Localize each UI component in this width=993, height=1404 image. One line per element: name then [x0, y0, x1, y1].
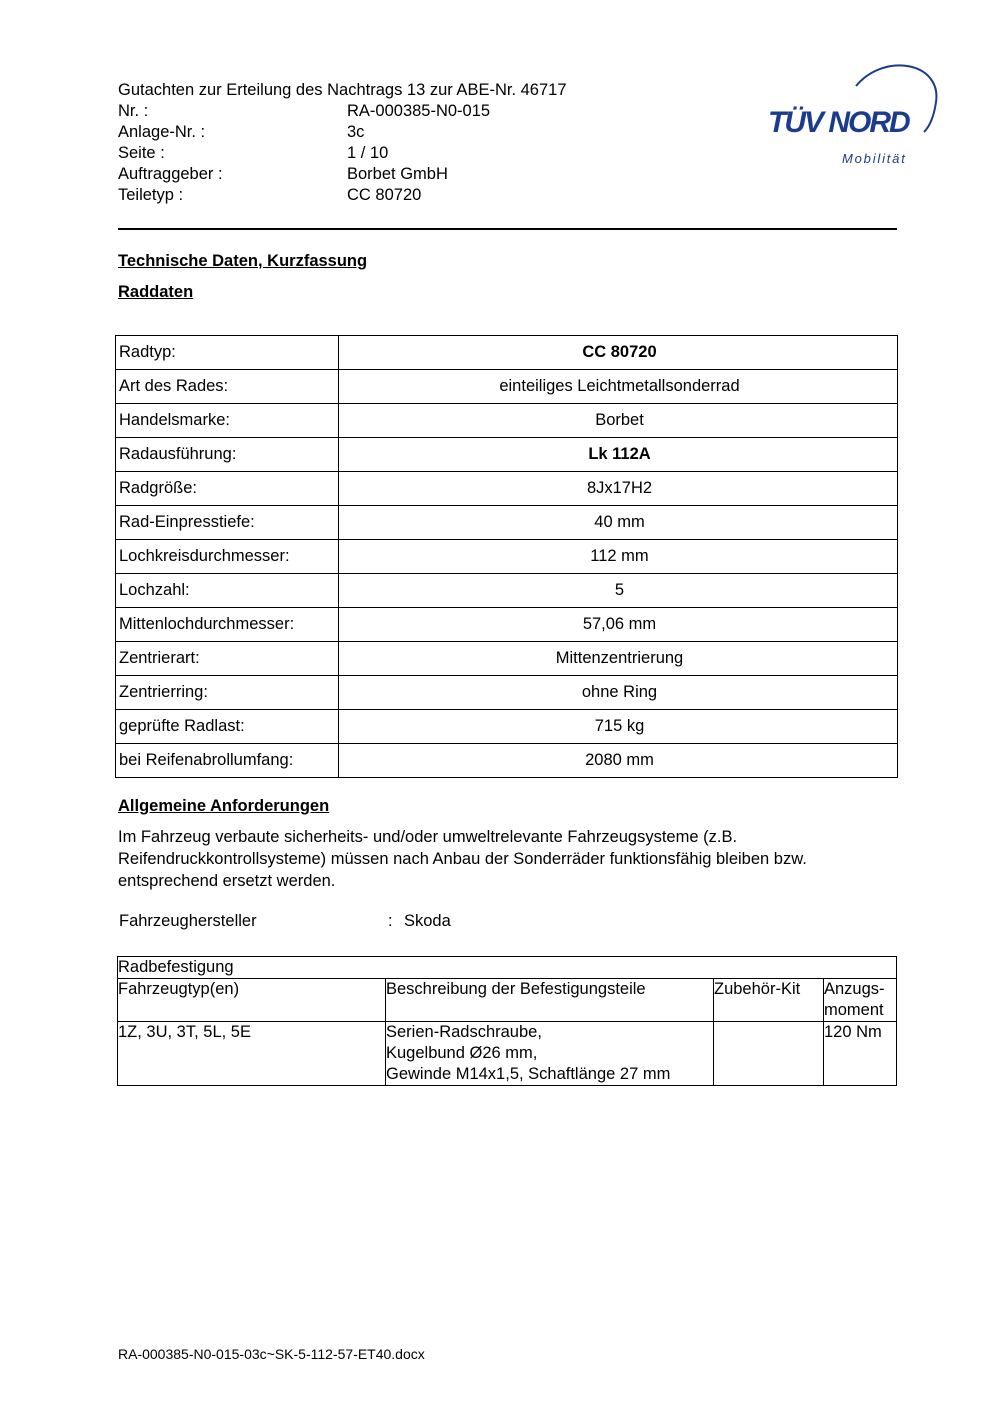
- allgemein-title: Allgemeine Anforderungen: [118, 797, 330, 815]
- header-row-value: RA-000385-N0-015: [347, 102, 491, 120]
- beschreibung-line: Serien-Radschraube,: [386, 1023, 542, 1041]
- raddaten-value: CC 80720: [339, 336, 898, 370]
- header-row-value: CC 80720: [347, 186, 422, 204]
- header-row-label: Anlage-Nr. :: [118, 123, 206, 141]
- section-title: Technische Daten, Kurzfassung: [118, 252, 368, 270]
- raddaten-title: Raddaten: [118, 283, 194, 301]
- header-row-label: Seite :: [118, 144, 165, 162]
- raddaten-value: Lk 112A: [339, 438, 898, 472]
- header-row-value: 1 / 10: [347, 144, 389, 162]
- raddaten-value: 57,06 mm: [339, 608, 898, 642]
- raddaten-label: Handelsmarke:: [116, 404, 339, 438]
- raddaten-value: Borbet: [339, 404, 898, 438]
- befestigung-header-row: [118, 979, 897, 1022]
- raddaten-table: [115, 335, 898, 778]
- maker-separator: :: [388, 912, 393, 930]
- header-row: [118, 143, 567, 164]
- header-row-label: Nr. :: [118, 102, 149, 120]
- tuev-nord-logo: [764, 58, 944, 170]
- befestigung-beschreibung: [386, 1022, 714, 1086]
- raddaten-value: 8Jx17H2: [339, 472, 898, 506]
- raddaten-value: Mittenzentrierung: [339, 642, 898, 676]
- col-header-kit: Zubehör-Kit: [714, 979, 824, 1022]
- befestigung-table: [117, 956, 897, 1086]
- raddaten-row: [116, 608, 898, 642]
- raddaten-row: [116, 336, 898, 370]
- befestigung-moment: 120 Nm: [824, 1022, 897, 1086]
- raddaten-label: Lochzahl:: [116, 574, 339, 608]
- raddaten-value: 2080 mm: [339, 744, 898, 778]
- raddaten-row: [116, 642, 898, 676]
- raddaten-label: Art des Rades:: [116, 370, 339, 404]
- raddaten-label: Radausführung:: [116, 438, 339, 472]
- raddaten-label: geprüfte Radlast:: [116, 710, 339, 744]
- raddaten-row: [116, 574, 898, 608]
- raddaten-label: Zentrierring:: [116, 676, 339, 710]
- col-header-typ: Fahrzeugtyp(en): [118, 979, 386, 1022]
- befestigung-kit: [714, 1022, 824, 1086]
- beschreibung-line: Kugelbund Ø26 mm,: [386, 1044, 538, 1062]
- raddaten-value: 715 kg: [339, 710, 898, 744]
- raddaten-value: ohne Ring: [339, 676, 898, 710]
- raddaten-row: [116, 710, 898, 744]
- raddaten-row: [116, 540, 898, 574]
- raddaten-label: Zentrierart:: [116, 642, 339, 676]
- befestigung-row: [118, 1022, 897, 1086]
- logo-brand: TÜV NORD: [768, 106, 909, 139]
- allgemein-text: Im Fahrzeug verbaute sicherheits- und/oder umweltrelevante Fahrzeugsysteme (z.B. Reifendruckkontrollsysteme) müssen nach Anbau der Sonderräder funktionsfähig bleiben bzw. entsprechend ersetzt werden.: [118, 828, 807, 890]
- col-header-beschreibung: Beschreibung der Befestigungsteile: [386, 979, 714, 1022]
- beschreibung-line: Gewinde M14x1,5, Schaftlänge 27 mm: [386, 1065, 671, 1083]
- header-rows: [118, 101, 567, 206]
- col-header-moment: Anzugs-moment: [824, 979, 897, 1022]
- raddaten-row: [116, 472, 898, 506]
- header-row: [118, 164, 567, 185]
- header-row-label: Auftraggeber :: [118, 165, 223, 183]
- header-row-label: Teiletyp :: [118, 186, 184, 204]
- raddaten-row: [116, 404, 898, 438]
- header-row-value: 3c: [347, 123, 365, 141]
- raddaten-row: [116, 506, 898, 540]
- raddaten-row: [116, 370, 898, 404]
- raddaten-label: bei Reifenabrollumfang:: [116, 744, 339, 778]
- raddaten-label: Rad-Einpresstiefe:: [116, 506, 339, 540]
- raddaten-label: Mittenlochdurchmesser:: [116, 608, 339, 642]
- header-divider: [118, 228, 897, 230]
- maker-value: Skoda: [404, 912, 451, 930]
- raddaten-value: 5: [339, 574, 898, 608]
- maker-label: Fahrzeughersteller: [119, 912, 257, 930]
- header-title: Gutachten zur Erteilung des Nachtrags 13 zur ABE-Nr. 46717: [118, 81, 567, 99]
- logo-subtitle: Mobilität: [842, 151, 907, 166]
- header-row-value: Borbet GmbH: [347, 165, 448, 183]
- header-row: [118, 185, 567, 206]
- befestigung-typ: 1Z, 3U, 3T, 5L, 5E: [118, 1022, 386, 1086]
- raddaten-label: Radtyp:: [116, 336, 339, 370]
- raddaten-row: [116, 676, 898, 710]
- footer-filename: RA-000385-N0-015-03c~SK-5-112-57-ET40.docx: [118, 1346, 425, 1362]
- raddaten-value: einteiliges Leichtmetallsonderrad: [339, 370, 898, 404]
- header-row: [118, 101, 567, 122]
- raddaten-label: Radgröße:: [116, 472, 339, 506]
- raddaten-label: Lochkreisdurchmesser:: [116, 540, 339, 574]
- befestigung-title: Radbefestigung: [118, 957, 897, 979]
- document-header: [118, 80, 567, 206]
- header-row: [118, 122, 567, 143]
- raddaten-row: [116, 438, 898, 472]
- raddaten-value: 112 mm: [339, 540, 898, 574]
- raddaten-row: [116, 744, 898, 778]
- raddaten-value: 40 mm: [339, 506, 898, 540]
